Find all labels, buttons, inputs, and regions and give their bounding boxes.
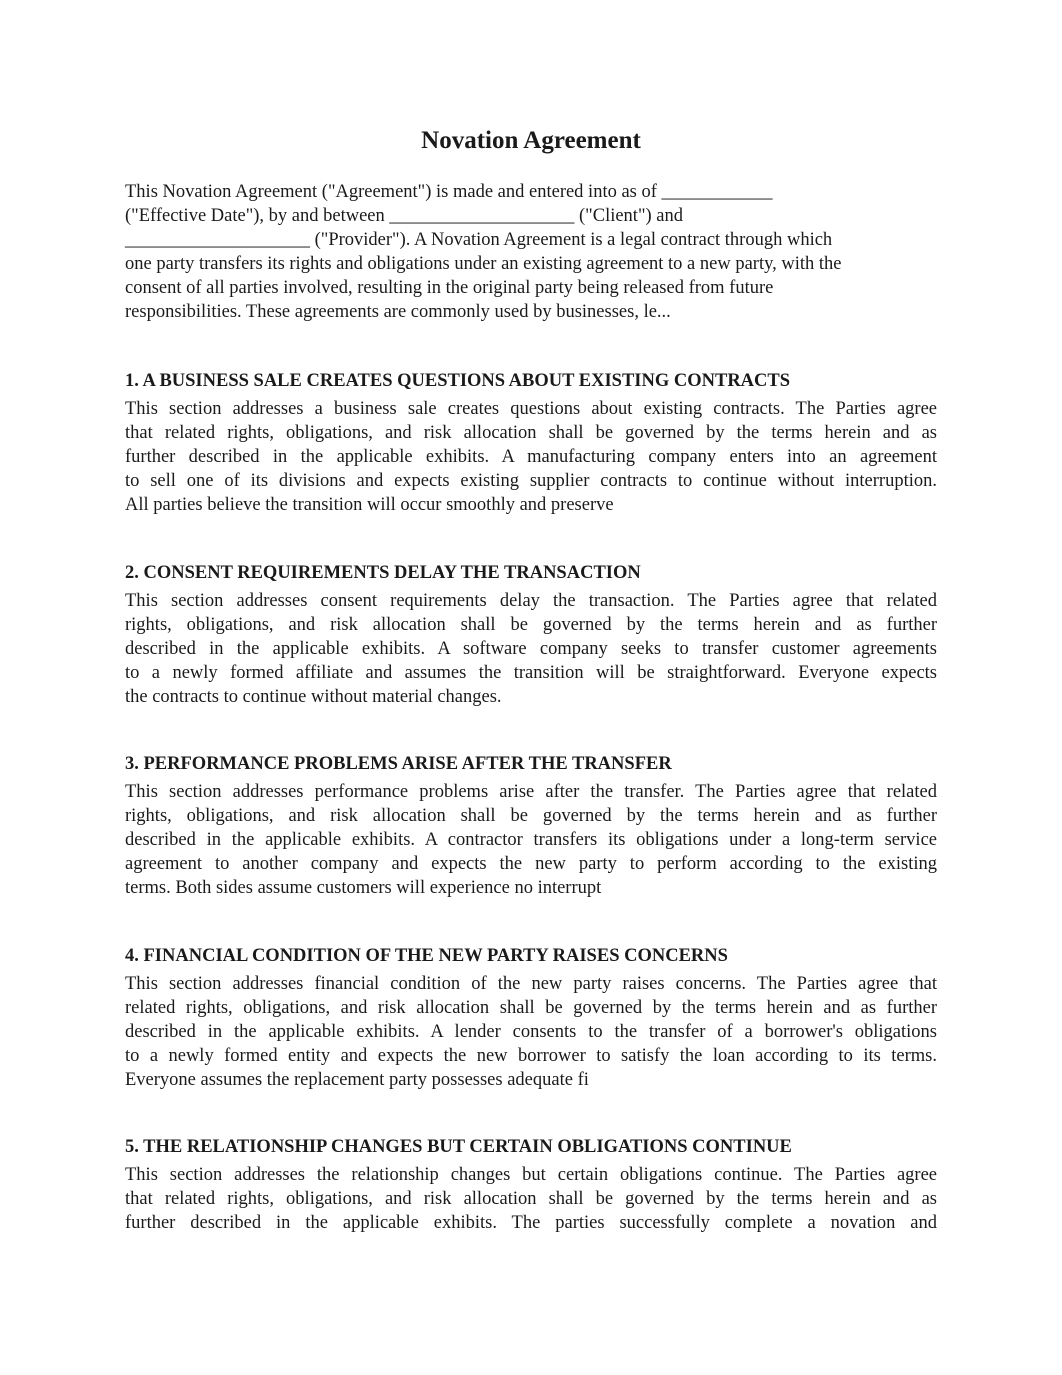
section-line: This section addresses a business sale creates questions about existing contracts. The Parties agree xyxy=(125,399,937,419)
section-body xyxy=(125,397,937,517)
section-line: described in the applicable exhibits. A lender consents to the transfer of a borrower's obligations xyxy=(125,1022,937,1042)
intro-line: one party transfers its rights and obligations under an existing agreement to a new party, with the xyxy=(125,254,842,274)
section-line: related rights, obligations, and risk allocation shall be governed by the terms herein and as further xyxy=(125,998,937,1018)
section-3 xyxy=(125,752,937,900)
section-body xyxy=(125,1163,937,1235)
intro-line: consent of all parties involved, resulting in the original party being released from future xyxy=(125,278,774,298)
section-line: further described in the applicable exhibits. The parties successfully complete a novation and xyxy=(125,1213,937,1233)
section-line: rights, obligations, and risk allocation shall be governed by the terms herein and as further xyxy=(125,615,937,635)
document-title: Novation Agreement xyxy=(421,127,641,154)
section-body xyxy=(125,589,937,709)
section-line: rights, obligations, and risk allocation shall be governed by the terms herein and as further xyxy=(125,806,937,826)
section-line: the contracts to continue without material changes. xyxy=(125,687,502,707)
section-line: Everyone assumes the replacement party possesses adequate fi xyxy=(125,1070,589,1090)
section-body xyxy=(125,780,937,900)
section-line: to sell one of its divisions and expects existing supplier contracts to continue without interruption. xyxy=(125,471,937,491)
section-2 xyxy=(125,561,937,709)
intro-paragraph xyxy=(125,180,937,324)
intro-line: ____________________ ("Provider"). A Novation Agreement is a legal contract through which xyxy=(125,230,833,250)
section-line: further described in the applicable exhibits. A manufacturing company enters into an agreement xyxy=(125,447,937,467)
section-line: described in the applicable exhibits. A contractor transfers its obligations under a long-term service xyxy=(125,830,937,850)
section-line: that related rights, obligations, and risk allocation shall be governed by the terms herein and as xyxy=(125,423,937,443)
section-line: agreement to another company and expects the new party to perform according to the existing xyxy=(125,854,937,874)
section-line: This section addresses the relationship changes but certain obligations continue. The Parties agree xyxy=(125,1165,937,1185)
section-line: to a newly formed entity and expects the new borrower to satisfy the loan according to its terms. xyxy=(125,1046,937,1066)
section-line: to a newly formed affiliate and assumes the transition will be straightforward. Everyone expects xyxy=(125,663,937,683)
section-line: This section addresses financial condition of the new party raises concerns. The Parties agree that xyxy=(125,974,937,994)
intro-line: This Novation Agreement ("Agreement") is made and entered into as of ____________ xyxy=(125,182,773,202)
section-5 xyxy=(125,1135,937,1235)
section-line: This section addresses consent requirements delay the transaction. The Parties agree that related xyxy=(125,591,937,611)
section-heading: 1. A BUSINESS SALE CREATES QUESTIONS ABOUT EXISTING CONTRACTS xyxy=(125,371,791,391)
section-heading: 3. PERFORMANCE PROBLEMS ARISE AFTER THE TRANSFER xyxy=(125,754,672,774)
section-1 xyxy=(125,369,937,517)
section-line: All parties believe the transition will occur smoothly and preserve xyxy=(125,495,614,515)
section-line: described in the applicable exhibits. A software company seeks to transfer customer agreements xyxy=(125,639,937,659)
section-heading: 2. CONSENT REQUIREMENTS DELAY THE TRANSACTION xyxy=(125,563,641,583)
section-4 xyxy=(125,944,937,1092)
section-heading: 5. THE RELATIONSHIP CHANGES BUT CERTAIN OBLIGATIONS CONTINUE xyxy=(125,1137,792,1157)
section-line: This section addresses performance problems arise after the transfer. The Parties agree that related xyxy=(125,782,937,802)
section-line: terms. Both sides assume customers will experience no interrupt xyxy=(125,878,602,898)
section-heading: 4. FINANCIAL CONDITION OF THE NEW PARTY RAISES CONCERNS xyxy=(125,946,728,966)
section-body xyxy=(125,972,937,1092)
section-line: that related rights, obligations, and risk allocation shall be governed by the terms herein and as xyxy=(125,1189,937,1209)
intro-line: ("Effective Date"), by and between ____________________ ("Client") and xyxy=(125,206,683,226)
intro-line: responsibilities. These agreements are commonly used by businesses, le... xyxy=(125,302,671,322)
